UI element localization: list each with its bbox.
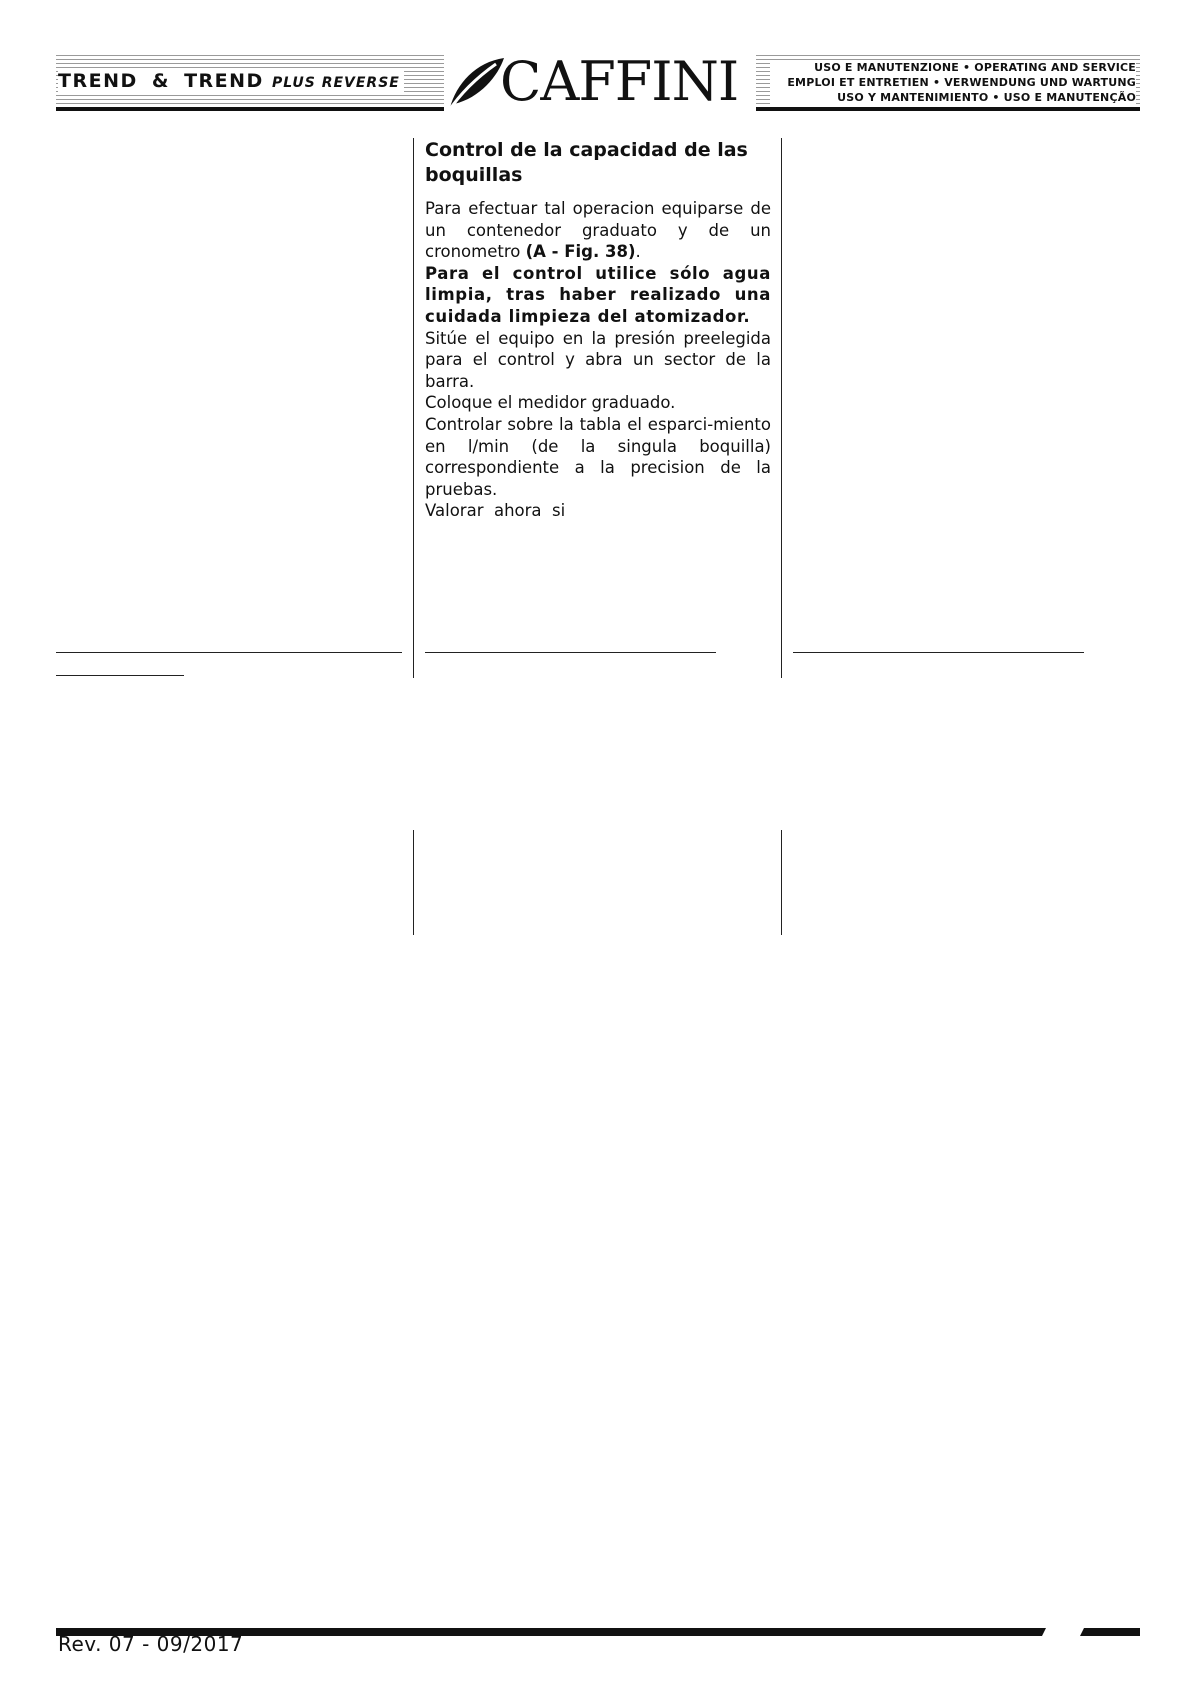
column-divider-right-lower: [781, 830, 782, 935]
product-title-trend-2: TREND: [184, 70, 264, 92]
header-underline-right: [756, 107, 1140, 111]
language-line: USO E MANUTENZIONE • OPERATING AND SERVICE: [814, 61, 1136, 74]
blank-rule: [793, 652, 1084, 653]
product-title-plus-reverse: PLUS REVERSE: [271, 75, 400, 91]
footer-rule-notch: [1076, 1628, 1096, 1636]
product-title-amp: &: [151, 70, 170, 92]
revision-label: Rev. 07 - 09/2017: [58, 1632, 244, 1656]
blank-rule: [56, 675, 184, 676]
column-divider-right: [781, 138, 782, 678]
column-divider-left-lower: [413, 830, 414, 935]
leaf-icon: [446, 54, 506, 114]
paragraph-place-meter: Coloque el medidor graduado.: [425, 393, 676, 413]
section-heading: Control de la capacidad de las boquillas: [425, 139, 748, 186]
blank-rule: [56, 652, 402, 653]
paragraph-equipment-text: Para efectuar tal operacion equiparse de un contenedor graduato y de un cronometro: [425, 199, 771, 262]
language-line: EMPLOI ET ENTRETIEN • VERWENDUNG UND WARTUNG: [787, 76, 1136, 89]
paragraph-warning: Para el control utilice sólo agua limpia, tras haber realizado una cuidada limpieza del atomizador.: [425, 263, 771, 326]
figure-reference: (A - Fig. 38): [525, 242, 636, 262]
column-divider-left: [413, 138, 414, 678]
paragraph-pressure: Sitúe el equipo en la presión preelegida para el control y abra un sector de la barra.: [425, 328, 771, 391]
footer-rule-notch: [1038, 1628, 1058, 1636]
paragraph-equipment-end: .: [635, 242, 641, 262]
paragraph-check-table: Controlar sobre la tabla el esparci-miento en l/min (de la singula boquilla) correspondiente a la precision de la pruebas.: [425, 414, 771, 499]
section-nozzle-capacity: [425, 138, 771, 522]
brand-logo: [446, 50, 754, 116]
language-line: USO Y MANTENIMIENTO • USO E MANUTENÇÃO: [837, 91, 1136, 104]
product-title-trend: TREND: [58, 70, 138, 92]
paragraph-evaluate: Valorar ahora si: [425, 501, 566, 521]
paragraph-equipment: [425, 198, 771, 263]
blank-rule: [425, 652, 716, 653]
header-underline-left: [56, 107, 444, 111]
brand-name: CAFFINI: [500, 50, 739, 113]
manual-languages: [770, 60, 1136, 105]
product-title: [58, 70, 404, 92]
